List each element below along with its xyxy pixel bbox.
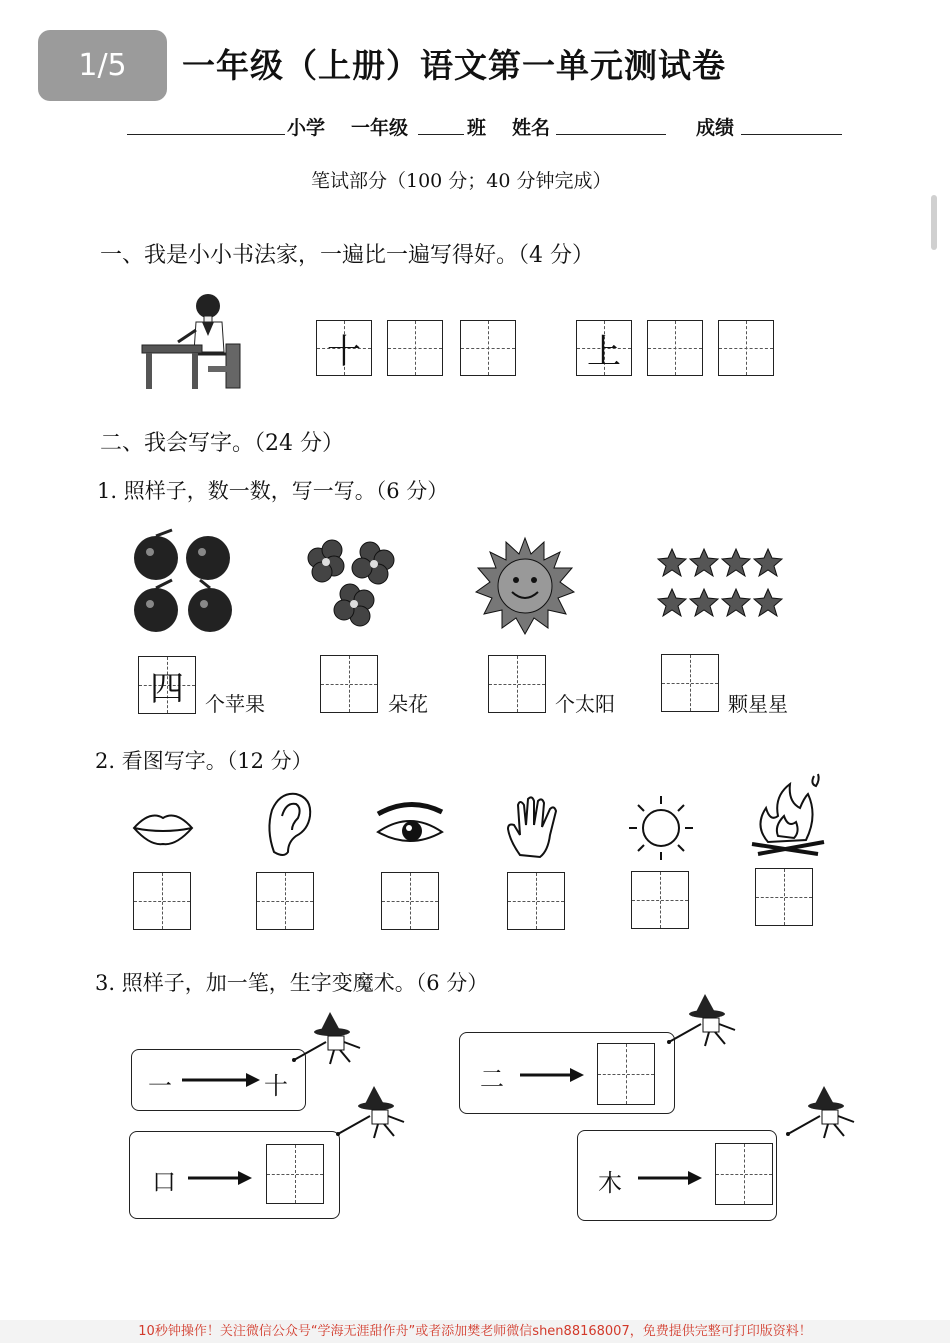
practice-grid[interactable]: [316, 320, 372, 376]
hand-icon: [504, 795, 568, 861]
answer-grid[interactable]: [661, 654, 719, 712]
score-label: 成绩: [696, 117, 735, 139]
flowers-icon: [304, 538, 398, 630]
from-char: 二: [480, 1065, 504, 1093]
stars-icon: [656, 545, 788, 621]
school-label: 小学: [287, 117, 326, 139]
arrow-right-icon: [520, 1067, 584, 1083]
sun-icon: [626, 794, 696, 862]
sample-char: 上: [587, 331, 621, 372]
unit-label: 朵花: [388, 692, 428, 716]
grade-label: 一年级: [351, 117, 409, 139]
sample-answer: 四: [150, 668, 184, 709]
to-char: 十: [264, 1072, 288, 1100]
answer-grid[interactable]: [256, 872, 314, 930]
arrow-right-icon: [638, 1170, 702, 1186]
unit-label: 颗星星: [728, 692, 788, 716]
from-char: 一: [148, 1072, 172, 1100]
exam-subtitle: 笔试部分（100 分；40 分钟完成）: [311, 170, 612, 192]
from-char: 木: [598, 1169, 622, 1197]
ear-icon: [262, 790, 314, 860]
footer-notice: 10秒钟操作！关注微信公众号“学海无涯甜作舟”或者添加樊老师微信shen88168007，免费提供完整可打印版资料！: [0, 1320, 950, 1343]
q3-prompt: 3. 照样子，加一笔，生字变魔术。（6 分）: [95, 971, 489, 995]
wizard-icon: [334, 1082, 414, 1142]
answer-grid[interactable]: [133, 872, 191, 930]
class-label: 班: [467, 117, 487, 139]
class-blank: [418, 112, 464, 135]
answer-grid[interactable]: [755, 868, 813, 926]
practice-grid[interactable]: [460, 320, 516, 376]
answer-grid[interactable]: [138, 656, 196, 714]
fire-icon: [748, 772, 828, 860]
magic-box: [577, 1130, 777, 1221]
practice-grid[interactable]: [576, 320, 632, 376]
arrow-right-icon: [188, 1170, 252, 1186]
sun-face-icon: [474, 536, 576, 636]
scrollbar-thumb[interactable]: [931, 195, 937, 250]
mouth-icon: [130, 808, 196, 848]
unit-label: 个苹果: [205, 692, 265, 716]
practice-grid[interactable]: [647, 320, 703, 376]
section1-heading: 一、我是小小书法家，一遍比一遍写得好。（4 分）: [100, 243, 594, 268]
magic-box: [129, 1131, 340, 1219]
q1-prompt: 1. 照样子，数一数，写一写。（6 分）: [97, 479, 449, 503]
page-indicator: 1/5: [38, 30, 167, 101]
answer-grid[interactable]: [631, 871, 689, 929]
practice-grid[interactable]: [387, 320, 443, 376]
section2-heading: 二、我会写字。（24 分）: [100, 431, 344, 456]
magic-box: [131, 1049, 306, 1111]
name-blank: [556, 112, 666, 135]
page-title: 一年级（上册）语文第一单元测试卷: [182, 46, 726, 85]
sample-char: 十: [327, 331, 361, 372]
answer-grid[interactable]: [715, 1143, 773, 1205]
wizard-icon: [290, 1008, 370, 1068]
apples-icon: [128, 528, 240, 640]
practice-grid[interactable]: [718, 320, 774, 376]
answer-grid[interactable]: [320, 655, 378, 713]
wizard-icon: [784, 1082, 864, 1142]
wizard-icon: [665, 990, 745, 1050]
from-char: 口: [152, 1168, 176, 1196]
answer-grid[interactable]: [507, 872, 565, 930]
q2-prompt: 2. 看图写字。（12 分）: [95, 749, 313, 773]
answer-grid[interactable]: [381, 872, 439, 930]
score-blank: [741, 112, 842, 135]
name-label: 姓名: [512, 117, 551, 139]
answer-grid[interactable]: [597, 1043, 655, 1105]
answer-grid[interactable]: [266, 1144, 324, 1204]
eye-icon: [374, 800, 446, 850]
answer-grid[interactable]: [488, 655, 546, 713]
unit-label: 个太阳: [555, 692, 615, 716]
magic-box: [459, 1032, 675, 1114]
arrow-right-icon: [182, 1072, 260, 1088]
writing-girl-icon: [138, 290, 248, 396]
school-blank: [127, 112, 285, 135]
